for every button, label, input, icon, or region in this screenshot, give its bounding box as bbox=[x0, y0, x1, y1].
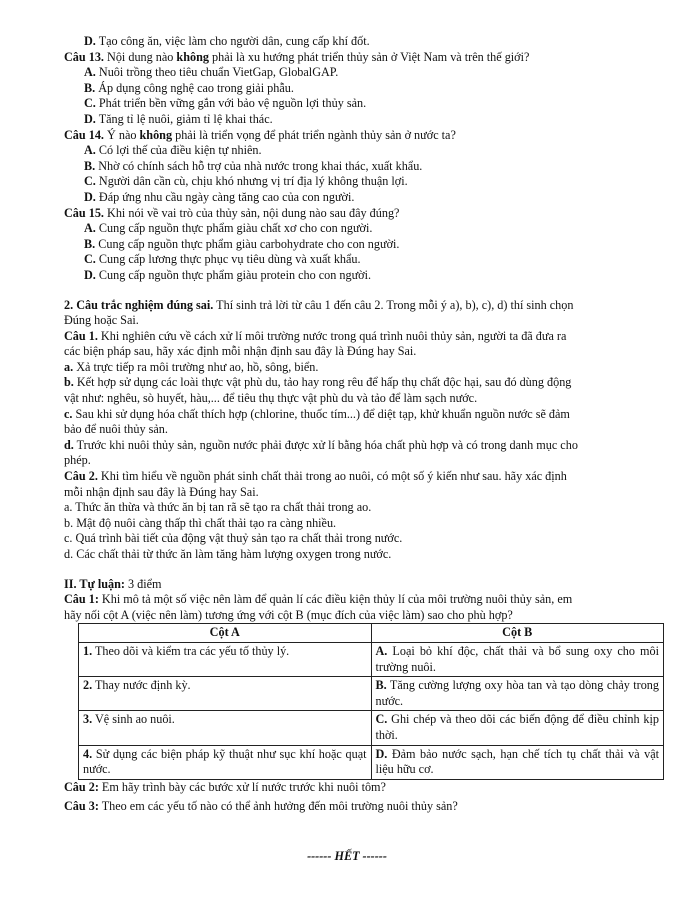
item-letter: A. bbox=[375, 643, 388, 658]
option-letter: D. bbox=[84, 189, 96, 204]
q13-option-c bbox=[64, 96, 662, 112]
statement-letter: a. bbox=[64, 359, 74, 374]
option-letter: A. bbox=[84, 221, 96, 236]
option-letter: D. bbox=[84, 111, 96, 126]
tf-q1-statement-b-cont: vật như: nghêu, sò huyết, hàu,... để tiêu thụ thực vật phù du và tảo để làm sạch nước. bbox=[64, 391, 478, 406]
essay-heading bbox=[64, 577, 662, 593]
section-points: 3 điểm bbox=[124, 576, 162, 591]
statement-letter: c. bbox=[64, 406, 73, 421]
option-text: Đáp ứng nhu cầu ngày càng tăng cao của con người. bbox=[98, 189, 355, 204]
table-row bbox=[79, 711, 664, 745]
question-13-stem bbox=[64, 50, 662, 66]
stem-text: phải là triển vọng để phát triển ngành thủy sản ở nước ta? bbox=[172, 127, 456, 142]
item-text: Đảm bảo nước sạch, hạn chế tích tụ chất thải và vật liệu hữu cơ. bbox=[375, 746, 659, 777]
item-number: 1. bbox=[83, 643, 93, 658]
q13-option-b bbox=[64, 81, 662, 97]
tf-q2-statement-c bbox=[64, 531, 662, 547]
essay-question-2 bbox=[64, 780, 662, 796]
q12-option-d bbox=[64, 34, 662, 50]
column-header-b: Cột B bbox=[371, 624, 664, 643]
statement-letter: d. bbox=[64, 547, 74, 561]
tf-section-heading bbox=[64, 298, 662, 314]
item-letter: B. bbox=[375, 678, 387, 693]
essay-question-1 bbox=[64, 592, 662, 608]
column-a-cell bbox=[79, 745, 372, 779]
item-text: Sử dụng các biện pháp kỹ thuật như sục khí hoặc quạt nước. bbox=[83, 746, 367, 777]
statement-text: Các chất thải từ thức ăn làm tăng hàm lượng oxygen trong nước. bbox=[76, 547, 392, 561]
tf-q2-statement-b bbox=[64, 516, 662, 532]
question-number: Câu 3: bbox=[64, 799, 99, 814]
statement-text: Xả trực tiếp ra môi trường như ao, hồ, sông, biển. bbox=[76, 359, 319, 374]
tf-q1-statement-a bbox=[64, 360, 662, 376]
question-14-stem bbox=[64, 128, 662, 144]
statement-letter: c. bbox=[64, 531, 73, 546]
statement-text: Mật độ nuôi càng thấp thì chất thải tạo ra càng nhiều. bbox=[76, 515, 337, 530]
item-text: Vệ sinh ao nuôi. bbox=[92, 712, 175, 727]
item-text: Theo dõi và kiểm tra các yếu tố thủy lý. bbox=[92, 643, 290, 658]
tf-q1-statement-c-cont: bảo để nuôi thủy sản. bbox=[64, 422, 168, 437]
item-number: 2. bbox=[83, 678, 93, 693]
exam-page bbox=[64, 34, 662, 815]
stem-emphasis: không bbox=[176, 49, 209, 64]
question-number: Câu 2: bbox=[64, 779, 99, 794]
table-header-row bbox=[79, 624, 664, 643]
stem-text: Em hãy trình bày các bước xử lí nước trước khi nuôi tôm? bbox=[98, 779, 386, 794]
statement-text: Quá trình bài tiết của động vật thuỷ sản tạo ra chất thải trong nước. bbox=[75, 531, 403, 546]
q14-option-c bbox=[64, 174, 662, 190]
essay-question-1-cont: hãy nối cột A (việc nên làm) tương ứng với cột B (mục đích của việc làm) sao cho phù hợp? bbox=[64, 607, 513, 622]
stem-text: Nội dung nào bbox=[107, 49, 177, 64]
question-number: Câu 2. bbox=[64, 469, 98, 484]
option-letter: A. bbox=[84, 65, 96, 80]
option-text: Nuôi trồng theo tiêu chuẩn VietGap, GlobalGAP. bbox=[98, 65, 339, 80]
option-text: Nhờ có chính sách hỗ trợ của nhà nước trong khai thác, xuất khẩu. bbox=[98, 158, 423, 173]
option-letter: B. bbox=[84, 236, 96, 251]
q15-option-b bbox=[64, 237, 662, 253]
question-number: Câu 14. bbox=[64, 127, 104, 142]
option-text: Cung cấp nguồn thực phẩm giàu protein cho con người. bbox=[98, 267, 372, 282]
question-number: Câu 1: bbox=[64, 592, 99, 607]
question-number: Câu 13. bbox=[64, 49, 104, 64]
q14-option-a bbox=[64, 143, 662, 159]
option-text: Có lợi thế của điều kiện tự nhiên. bbox=[98, 143, 262, 158]
q15-option-a bbox=[64, 221, 662, 237]
tf-question-1-stem bbox=[64, 329, 662, 345]
option-letter: B. bbox=[84, 158, 96, 173]
item-text: Tăng cường lượng oxy hòa tan và tạo dòng chảy trong nước. bbox=[375, 678, 659, 708]
stem-text: Khi mô tả một số việc nên làm để quản lí các điều kiện thủy lí của môi trường nuôi thủy sản, em bbox=[98, 592, 573, 607]
q15-option-c bbox=[64, 252, 662, 268]
statement-letter: b. bbox=[64, 515, 74, 530]
stem-text: Ý nào bbox=[107, 127, 140, 142]
item-text: Thay nước định kỳ. bbox=[92, 678, 191, 693]
option-letter: D. bbox=[84, 267, 96, 282]
option-text: Người dân cần cù, chịu khó nhưng vị trí địa lý không thuận lợi. bbox=[98, 174, 408, 189]
option-letter: A. bbox=[84, 143, 96, 158]
item-number: 3. bbox=[83, 712, 93, 727]
item-letter: C. bbox=[375, 712, 388, 727]
tf-section-heading-cont: Đúng hoặc Sai. bbox=[64, 313, 139, 328]
option-text: Tăng tỉ lệ nuôi, giảm tỉ lệ khai thác. bbox=[98, 111, 273, 126]
option-text: Cung cấp nguồn thực phẩm giàu chất xơ cho con người. bbox=[98, 221, 373, 236]
tf-q1-statement-c bbox=[64, 407, 662, 423]
column-header-a: Cột A bbox=[79, 624, 372, 643]
q14-option-b bbox=[64, 159, 662, 175]
q15-option-d bbox=[64, 268, 662, 284]
tf-question-2-stem bbox=[64, 469, 662, 485]
statement-letter: b. bbox=[64, 375, 74, 390]
item-text: Loại bỏ khí độc, chất thải và bổ sung oxy cho môi trường nuôi. bbox=[375, 643, 659, 674]
spacer bbox=[64, 563, 662, 577]
spacer bbox=[64, 284, 662, 298]
q13-option-d bbox=[64, 112, 662, 128]
end-marker: ------ HẾT ------ bbox=[307, 849, 387, 863]
question-number: Câu 1. bbox=[64, 328, 98, 343]
option-text: Cung cấp nguồn thực phẩm giàu carbohydrate cho con người. bbox=[98, 236, 400, 251]
column-b-cell bbox=[371, 745, 664, 779]
option-letter: C. bbox=[84, 96, 96, 111]
statement-letter: a. bbox=[64, 500, 73, 515]
item-number: 4. bbox=[83, 746, 93, 761]
statement-text: Kết hợp sử dụng các loài thực vật phù du, tảo hay rong rêu để hấp thụ chất độc hại, sau đó dùng động bbox=[76, 375, 572, 390]
option-text: Tạo công ăn, việc làm cho người dân, cung cấp khí đốt. bbox=[98, 34, 370, 48]
section-title: II. Tự luận: bbox=[64, 576, 125, 591]
option-text: Phát triển bền vững gắn với bảo vệ nguồn lợi thủy sản. bbox=[98, 96, 367, 111]
item-letter: D. bbox=[375, 746, 388, 761]
column-a-cell bbox=[79, 642, 372, 676]
stem-text: Khi tìm hiểu về nguồn phát sinh chất thải trong ao nuôi, có một số ý kiến như sau. hãy xác định bbox=[97, 469, 567, 484]
section-title: 2. Câu trắc nghiệm đúng sai. bbox=[64, 297, 214, 312]
section-instructions: Thí sinh trả lời từ câu 1 đến câu 2. Trong mỗi ý a), b), c), d) thí sinh chọn bbox=[213, 297, 574, 312]
column-b-cell bbox=[371, 711, 664, 745]
option-letter: C. bbox=[84, 174, 96, 189]
column-a-cell bbox=[79, 677, 372, 711]
statement-text: Trước khi nuôi thủy sản, nguồn nước phải được xử lí bằng hóa chất phù hợp và có trong danh mục cho bbox=[76, 437, 578, 452]
statement-text: Thức ăn thừa và thức ăn bị tan rã sẽ tạo ra chất thải trong ao. bbox=[75, 500, 372, 515]
essay-question-3 bbox=[64, 799, 662, 815]
tf-q1-statement-d-cont: phép. bbox=[64, 453, 91, 468]
question-number: Câu 15. bbox=[64, 205, 104, 220]
q14-option-d bbox=[64, 190, 662, 206]
option-letter: B. bbox=[84, 80, 96, 95]
table-row bbox=[79, 745, 664, 779]
q13-option-a bbox=[64, 65, 662, 81]
option-text: Cung cấp lương thực phục vụ tiêu dùng và xuất khẩu. bbox=[98, 252, 361, 267]
tf-q2-statement-d bbox=[64, 547, 662, 563]
column-b-cell bbox=[371, 677, 664, 711]
option-letter: C. bbox=[84, 252, 96, 267]
tf-question-2-stem-cont: mỗi nhận định sau đây là Đúng hay Sai. bbox=[64, 484, 259, 499]
stem-text: Theo em các yếu tố nào có thể ảnh hưởng đến môi trường nuôi thủy sản? bbox=[98, 799, 458, 814]
tf-q1-statement-b bbox=[64, 375, 662, 391]
tf-q1-statement-d bbox=[64, 438, 662, 454]
statement-letter: d. bbox=[64, 437, 74, 452]
tf-question-1-stem-cont: các biện pháp sau, hãy xác định mỗi nhận định sau đây là Đúng hay Sai. bbox=[64, 344, 417, 359]
option-letter: D. bbox=[84, 34, 96, 48]
stem-text: Khi nghiên cứu về cách xử lí môi trường nước trong quá trình nuôi thủy sản, người ta đã đưa ra bbox=[97, 328, 567, 343]
table-row bbox=[79, 677, 664, 711]
tf-q2-statement-a bbox=[64, 500, 662, 516]
column-a-cell bbox=[79, 711, 372, 745]
item-text: Ghi chép và theo dõi các biến động để điều chỉnh kịp thời. bbox=[375, 712, 659, 742]
column-b-cell bbox=[371, 642, 664, 676]
stem-text: phải là xu hướng phát triển thủy sản ở Việt Nam và trên thế giới? bbox=[208, 49, 530, 64]
option-text: Áp dụng công nghệ cao trong giải phẫu. bbox=[98, 80, 294, 95]
table-row bbox=[79, 642, 664, 676]
matching-table bbox=[78, 623, 664, 779]
statement-text: Sau khi sử dụng hóa chất thích hợp (chlorine, thuốc tím...) để diệt tạp, khử khuẩn nguồn nước sẽ đảm bbox=[75, 406, 570, 421]
question-15-stem bbox=[64, 206, 662, 222]
stem-text: Khi nói về vai trò của thủy sản, nội dung nào sau đây đúng? bbox=[107, 205, 400, 220]
stem-emphasis: không bbox=[139, 127, 173, 142]
